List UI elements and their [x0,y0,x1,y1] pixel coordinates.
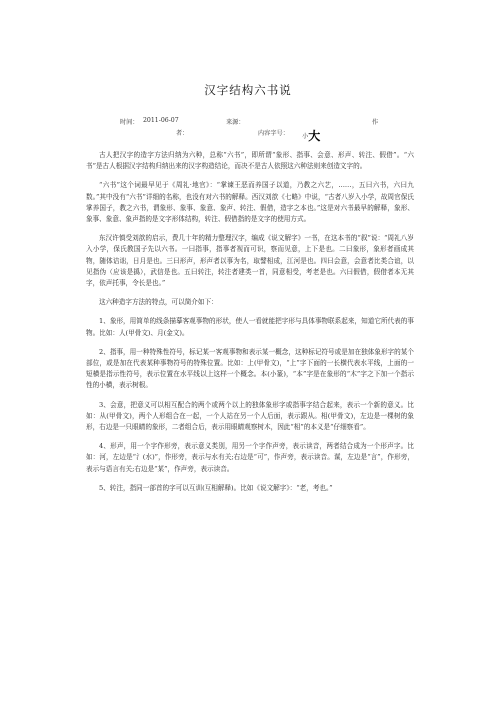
author-label-part1: 作 [372,119,379,126]
time-label: 时间： [120,119,139,126]
paragraph: 4、形声，用一个字作形旁，表示意义类别，用另一个字作声旁，表示读音，两者结合成为一个形声字。比如：河，左边是“氵(水)”，作形旁，表示与水有关;右边是“可”，作声旁，表示读音。谋，左边是“言”，作形旁，表示与语言有关;右边是“某”，作声旁，表示读音。 [86,442,414,473]
time-value: 2011-06-07 [143,117,179,124]
paragraph: 这六种造字方法的特点，可以简介如下： [99,298,218,307]
paragraph: 3、会意，把意义可以相互配合的两个或两个以上的独体象形字或指事字结合起来，表示一个新的意义。比如：从(甲骨文)，两个人形组合在一起，一个人站在另一个人后面，表示跟从。相(甲骨文)，左边是一棵树的象形，右边是一只眼睛的象形，二者组合后，表示用眼睛观察树木，因此“相”的本义是“仔细察看”。 [86,400,414,432]
article-body [86,150,414,502]
source-label: 来源： [226,119,245,126]
font-size-small-link[interactable]: 小 [302,133,309,140]
paragraph: 2、指事，用一种特殊性符号，标记某一客观事物和表示某一概念，这种标记符号或是加在独体象形字的某个部位，或是加在代表某种事物符号的特殊位置。比如：上(甲骨文)，“上”字下面的一长横代表水平线，上面的一短横是指示性符号，表示位置在水平线以上这样一个概念。本(小篆)，“本”字是在象形的“木”字之下加一个指示性的小横，表示树根。 [86,347,414,390]
paragraph: 5、转注，指同一部首的字可以互训(互相解释)。比如《说文解字》：“老，考也。” [99,483,333,492]
paragraph: 东汉许慎受刘歆的启示，费几十年的精力整理汉字，编成《说文解字》一书，在这本书的“叙”说：“周礼八岁入小学，保氏教国子先以六书。一曰指事，指事者视而可识，察而见意，上下是也。二曰象形，象形者画成其物，随体诘诎，日月是也。三曰形声，形声者以事为名，取譬相成，江河是也。四曰会意，会意者比类合谊，以见指伪（应该是撝），武信是也。五曰转注，转注者建类一首，同意相受，考老是也。六曰假借，假借者本无其字，依声托事，令长是也。” [86,234,414,288]
author-label-part2: 者： [176,130,189,137]
page-title: 汉字结构六书说 [204,83,292,97]
paragraph: “六书”这个词最早见于《周礼·地官》：“掌谏王恶而养国子以道，乃教之六艺，……，五曰六书，六曰九数。”其中没有“六书”详细的名称，也没有对六书的解释。西汉刘歆《七略》中说，“古者八岁入小学，故周官保氏掌养国子，教之六书，谓象形、象事、象意、象声、转注、假借，造字之本也。”这是对六书最早的解释，象形、象事、象意、象声指的是文字形体结构，转注、假借指的是文字的使用方式。 [86,181,414,224]
font-size-large-link[interactable]: 大 [308,129,321,143]
font-size-label: 内容字号： [258,130,289,137]
paragraph: 古人把汉字的造字方法归纳为六种，总称“六书”，即所谓“象形、指事、会意、形声、转注、假借”。“六书”是古人根据汉字结构归纳出来的汉字构造结论，而决不是古人依照这六种法则来创造文字的。 [86,151,414,171]
paragraph: 1、象形，用简单的线条描摹客观事物的形状，使人一看就能把字形与具体事物联系起来，知道它所代表的事物。比如：人(甲骨文)、月(金文)。 [86,317,414,337]
font-size-controls [302,127,320,144]
